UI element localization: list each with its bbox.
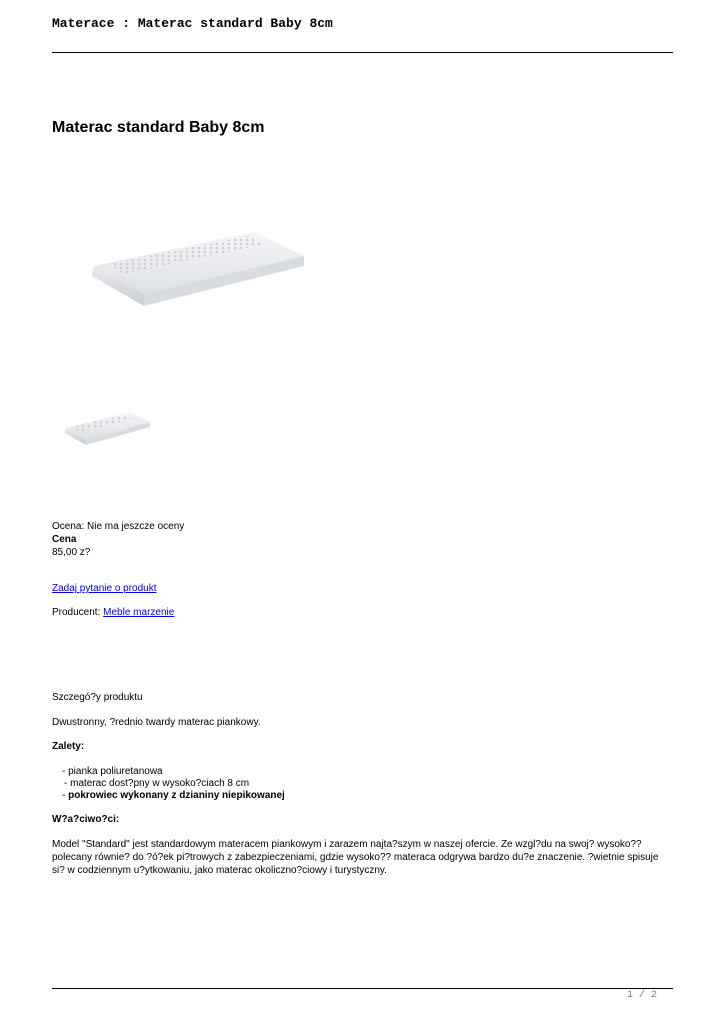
rating-text: Ocena: Nie ma jeszcze oceny bbox=[52, 521, 185, 532]
header-rule bbox=[52, 52, 673, 53]
advantage-item bbox=[62, 789, 285, 802]
advantage-text: pokrowiec wykonany z dzianiny niepikowanej bbox=[68, 790, 285, 801]
ask-question-link[interactable]: Zadaj pytanie o produkt bbox=[52, 583, 157, 594]
product-image[interactable] bbox=[88, 222, 310, 314]
advantage-item: - pianka poliuretanowa bbox=[62, 766, 163, 777]
producer-link[interactable]: Meble marzenie bbox=[103, 607, 175, 618]
document-header: Materace : Materac standard Baby 8cm bbox=[52, 16, 333, 31]
price-value: 85,00 z? bbox=[52, 547, 91, 558]
details-intro: Dwustronny, ?rednio twardy materac piankowy. bbox=[52, 717, 261, 728]
producer-label: Producent: bbox=[52, 607, 104, 618]
product-title: Materac standard Baby 8cm bbox=[52, 119, 265, 136]
properties-heading: W?a?ciwo?ci: bbox=[52, 814, 120, 825]
product-thumbnail[interactable] bbox=[62, 408, 154, 450]
details-heading: Szczegó?y produktu bbox=[52, 692, 143, 703]
advantage-dash: - bbox=[62, 790, 69, 801]
product-description: Model "Standard" jest standardowym materacem piankowym i zarazem najta?szym w naszej ofercie. Ze wzgl?du na swoj? wysoko?? polecany równie? do ?ó?ek pi?trowych z zabezpieczeniami, gdzie wysoko?? materaca odgrywa bardzo du?e znaczenie. ?wietnie spisuje si? w codziennym u?ytkowaniu, jako materac okoliczno?ciowy i turystyczny. bbox=[52, 839, 659, 876]
advantages-heading: Zalety: bbox=[52, 741, 85, 752]
price-label: Cena bbox=[52, 534, 77, 545]
footer-rule bbox=[52, 988, 673, 989]
advantage-item: - materac dost?pny w wysoko?ciach 8 cm bbox=[64, 778, 250, 789]
page-number: 1 / 2 bbox=[626, 990, 657, 1001]
producer-line bbox=[52, 606, 174, 619]
